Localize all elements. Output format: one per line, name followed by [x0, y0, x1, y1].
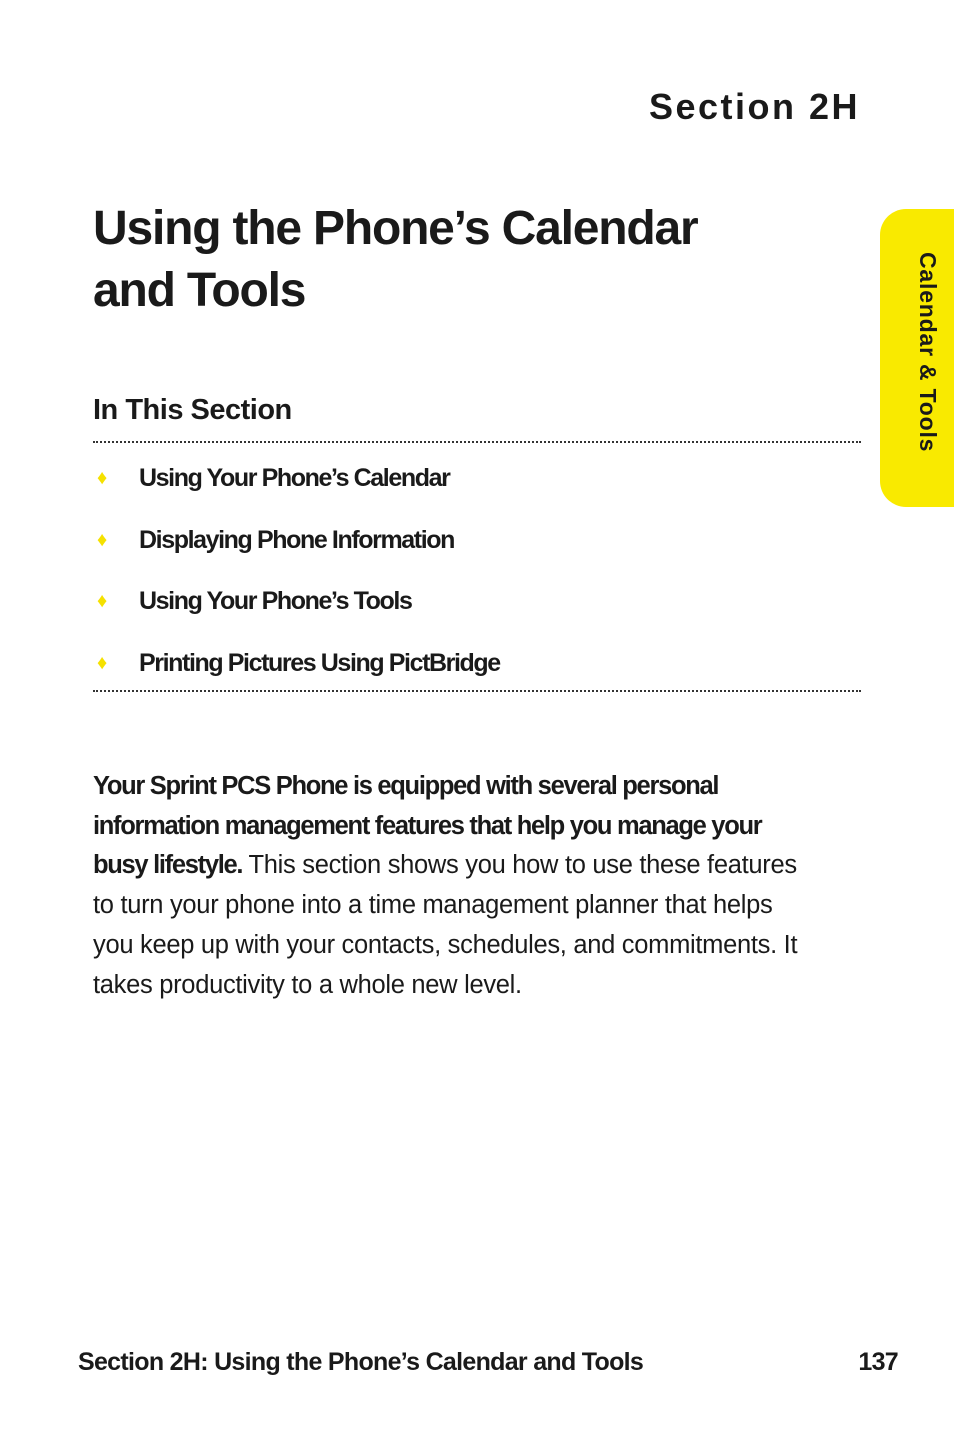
intro-body: This section shows you how to use these features to turn your phone into a time management planner that helps you keep up with your contacts, schedules, and commitments. It takes productivity to a whole new level.	[93, 851, 798, 999]
list-item-label: Displaying Phone Information	[139, 525, 454, 554]
dotted-divider-bottom	[93, 690, 861, 692]
diamond-bullet-icon: ♦	[97, 528, 108, 551]
list-item-label: Using Your Phone’s Tools	[139, 587, 412, 616]
footer-title: Section 2H: Using the Phone’s Calendar and Tools	[78, 1348, 644, 1376]
diamond-bullet-icon: ♦	[97, 590, 108, 613]
list-item-label: Using Your Phone’s Calendar	[139, 464, 450, 492]
page-title-line-1: Using the Phone’s Calendar	[93, 202, 698, 255]
intro-lead: Your Sprint PCS Phone is equipped with several personal information management features that help you manage your busy lifestyle.	[93, 772, 762, 880]
side-tab-label: Calendar & Tools	[915, 252, 941, 453]
page-footer	[78, 1348, 898, 1377]
list-item	[93, 457, 500, 519]
section-topic-list	[93, 457, 500, 703]
intro-paragraph	[93, 767, 813, 1005]
page-title	[93, 198, 793, 322]
list-item	[93, 519, 500, 581]
in-this-section-heading: In This Section	[93, 394, 292, 426]
dotted-divider-top	[93, 441, 861, 443]
diamond-bullet-icon: ♦	[97, 651, 108, 674]
list-item-label: Printing Pictures Using PictBridge	[139, 648, 500, 677]
page-title-line-2: and Tools	[93, 264, 306, 317]
list-item	[93, 580, 500, 642]
diamond-bullet-icon: ♦	[97, 467, 108, 489]
section-label: Section 2H	[648, 86, 860, 127]
page-number: 137	[858, 1348, 898, 1376]
list-item	[93, 642, 500, 704]
